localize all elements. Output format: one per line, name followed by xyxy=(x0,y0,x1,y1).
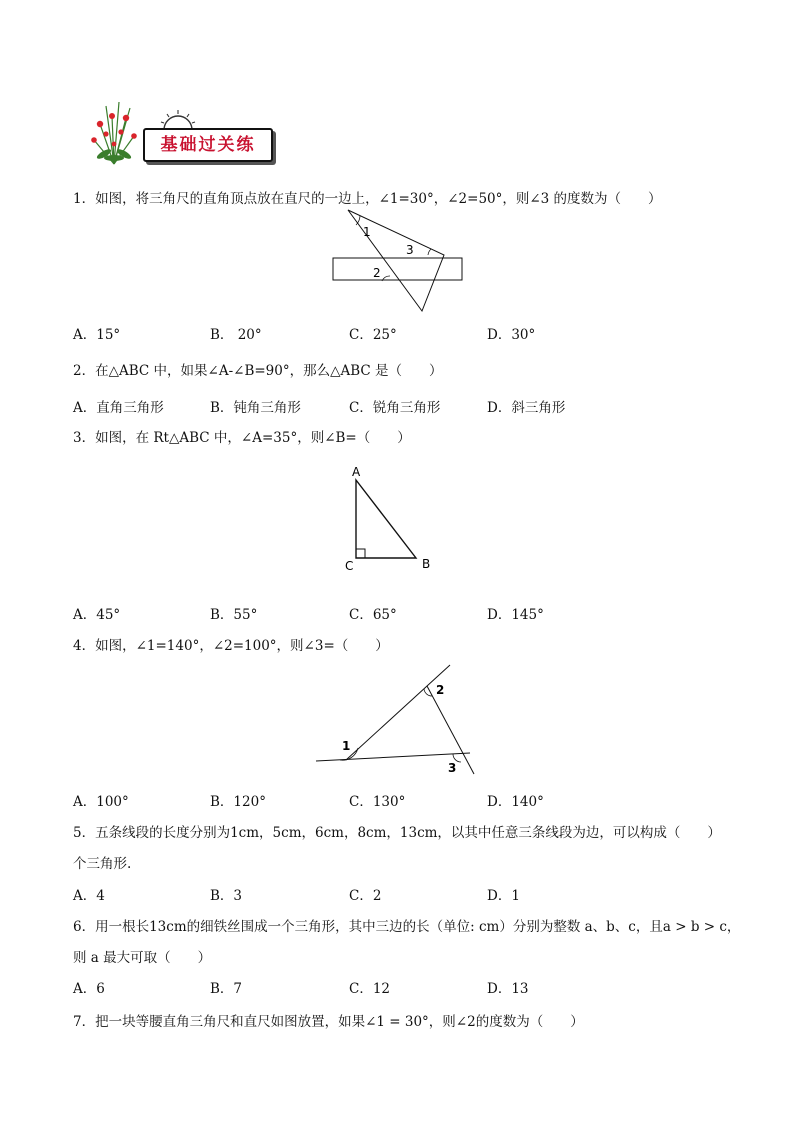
q4-option-a: A．100° xyxy=(73,794,129,810)
q2-option-a: A．直角三角形 xyxy=(73,400,164,416)
question-7-text: 7．把一块等腰直角三角尺和直尺如图放置，如果∠1 = 30°，则∠2的度数为（ ） xyxy=(73,1014,584,1030)
section-banner xyxy=(143,128,273,162)
question-2-text: 2．在△ABC 中，如果∠A-∠B=90°，那么△ABC 是（ ） xyxy=(73,363,443,379)
q4-option-b: B．120° xyxy=(210,794,266,810)
question-4-figure xyxy=(310,660,490,780)
q6-option-a: A．6 xyxy=(73,981,105,997)
q1-option-d: D．30° xyxy=(487,327,536,343)
q2-option-b: B．钝角三角形 xyxy=(210,400,301,416)
q1-option-a: A．15° xyxy=(73,327,121,343)
q5-option-c: C．2 xyxy=(349,888,382,904)
q2-option-d: D．斜三角形 xyxy=(487,400,566,416)
figure-4-label-2: 2 xyxy=(436,683,445,697)
section-title: 基础过关练 xyxy=(160,135,256,155)
q6-option-c: C．12 xyxy=(349,981,391,997)
q3-option-c: C．65° xyxy=(349,607,397,623)
q6-option-b: B．7 xyxy=(210,981,243,997)
figure-1-label-1: 1 xyxy=(363,225,371,239)
figure-3-label-c: C xyxy=(345,559,354,573)
q4-option-d: D．140° xyxy=(487,794,544,810)
figure-3-label-a: A xyxy=(352,465,361,479)
figure-3-label-b: B xyxy=(422,557,431,571)
q4-option-c: C．130° xyxy=(349,794,406,810)
question-5-text: 5．五条线段的长度分别为1cm，5cm，6cm，8cm，13cm，以其中任意三条线段为边，可以构成（ ） xyxy=(73,825,721,841)
q5-option-d: D．1 xyxy=(487,888,520,904)
figure-1-label-3: 3 xyxy=(406,243,414,257)
question-6-text: 6．用一根长13cm的细铁丝围成一个三角形，其中三边的长（单位: cm）分别为整数 a、b、c，且a > b > c， xyxy=(73,919,741,935)
question-3-text: 3．如图，在 Rt△ABC 中，∠A=35°，则∠B=（ ） xyxy=(73,430,411,446)
q3-option-b: B．55° xyxy=(210,607,258,623)
figure-4-label-3: 3 xyxy=(448,761,457,775)
q2-option-c: C．锐角三角形 xyxy=(349,400,441,416)
figure-4-label-1: 1 xyxy=(342,739,351,753)
question-1-text: 1．如图，将三角尺的直角顶点放在直尺的一边上，∠1=30°，∠2=50°，则∠3 的度数为（ ） xyxy=(73,191,662,207)
q1-option-b: B． 20° xyxy=(210,327,262,343)
flower-decoration-icon xyxy=(86,96,142,166)
q3-option-a: A．45° xyxy=(73,607,121,623)
q5-option-a: A．4 xyxy=(73,888,105,904)
q6-option-d: D．13 xyxy=(487,981,529,997)
question-1-figure xyxy=(330,208,470,318)
q5-option-b: B．3 xyxy=(210,888,243,904)
question-6-text-line2: 则 a 最大可取（ ） xyxy=(73,950,212,966)
q3-option-d: D．145° xyxy=(487,607,544,623)
question-3-figure xyxy=(338,462,438,574)
question-4-text: 4．如图，∠1=140°，∠2=100°，则∠3=（ ） xyxy=(73,638,389,654)
q1-option-c: C．25° xyxy=(349,327,397,343)
figure-1-label-2: 2 xyxy=(373,266,381,280)
question-5-text-line2: 个三角形. xyxy=(73,856,132,872)
